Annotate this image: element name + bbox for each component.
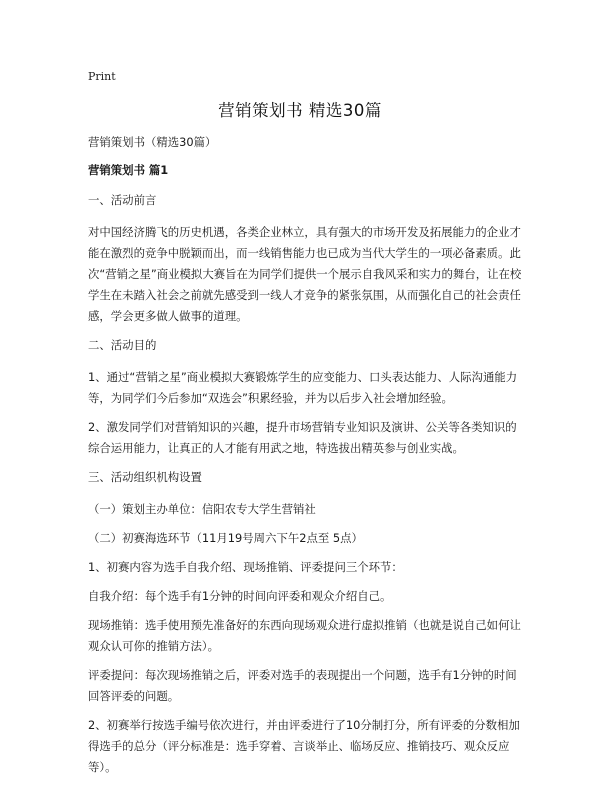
document-body — [88, 132, 524, 786]
line-self-intro: 自我介绍：每个选手有1分钟的时间向评委和观众介绍自己。 — [88, 589, 392, 603]
section-heading: 营销策划书 篇1 — [88, 163, 169, 177]
paragraph-purpose-1: 1、通过“营销之星”商业模拟大赛锻炼学生的应变能力、口头表达能力、人际沟通能力等，为同学们今后参加“双选会”积累经验，并为以后步入社会增加经验。 — [88, 370, 518, 405]
paragraph-preface: 对中国经济腾飞的历史机遇，各类企业林立，具有强大的市场开发及拓展能力的企业才能在激烈的竞争中脱颖而出，而一线销售能力也已成为当代大学生的一项必备素质。此次“营销之星”商业模拟大赛旨在为同学们提供一个展示自我风采和实力的舞台，让在校学生在未踏入社会之前就先感受到一线人才竞争的紧张氛围，从而强化自己的社会责任感，学会更多做人做事的道理。 — [88, 225, 522, 323]
print-link[interactable]: Print — [88, 70, 116, 83]
heading-preface: 一、活动前言 — [88, 193, 157, 207]
line-preliminary-content: 1、初赛内容为选手自我介绍、现场推销、评委提问三个环节： — [88, 560, 403, 574]
paragraph-live-sales: 现场推销：选手使用预先准备好的东西向现场观众进行虚拟推销（也就是说自己如何让观众认可你的推销方法）。 — [88, 618, 521, 653]
paragraph-purpose-2: 2、激发同学们对营销知识的兴趣，提升市场营销专业知识及演讲、公关等各类知识的综合运用能力，让真正的人才能有用武之地，特选拔出精英参与创业实战。 — [88, 420, 517, 455]
document-title: 营销策划书 精选30篇 — [218, 101, 382, 120]
paragraph-judge-questions: 评委提问：每次现场推销之后，评委对选手的表现提出一个问题，选手有1分钟的时间回答评委的问题。 — [88, 668, 517, 703]
line-preliminary: （二）初赛海选环节（11月19号周六下午2点至 5点） — [88, 531, 363, 545]
paragraph-scoring: 2、初赛举行按选手编号依次进行，并由评委进行了10分制打分，所有评委的分数相加得选手的总分（评分标准是：选手穿着、言谈举止、临场反应、推销技巧、观众反应等）。 — [88, 718, 520, 774]
heading-organization: 三、活动组织机构设置 — [88, 470, 202, 484]
line-organizer: （一）策划主办单位：信阳农专大学生营销社 — [88, 502, 316, 516]
document-subtitle: 营销策划书（精选30篇） — [88, 135, 217, 149]
heading-purpose: 二、活动目的 — [88, 338, 157, 352]
